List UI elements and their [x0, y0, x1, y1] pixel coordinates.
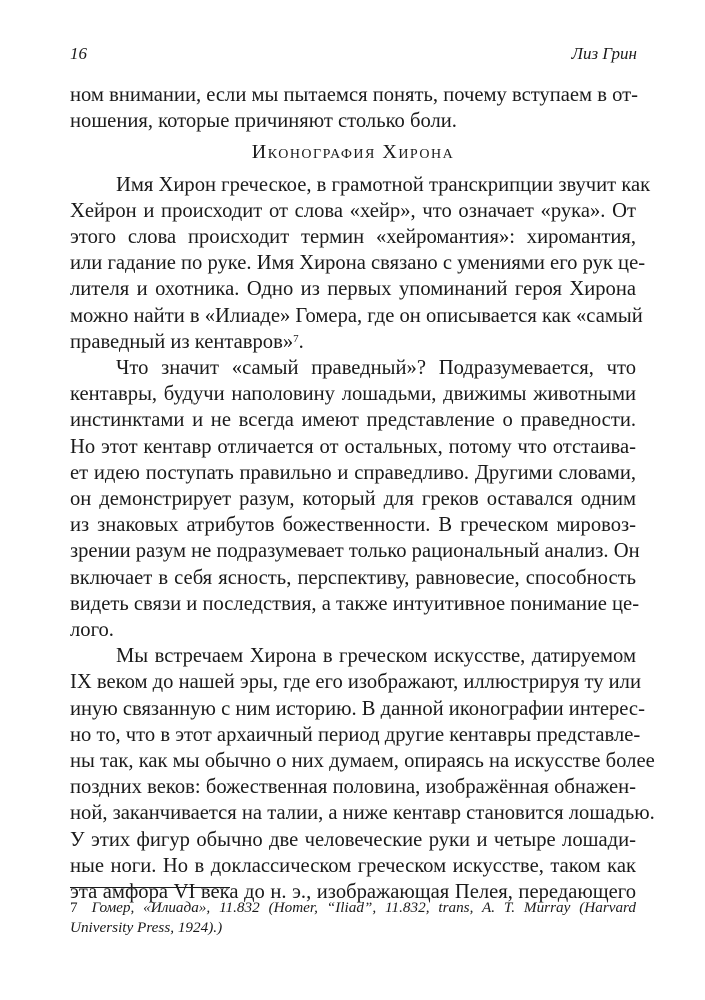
- text-line: кентавры, будучи наполовину лошадьми, движимы животными: [70, 383, 636, 406]
- text-line: видеть связи и последствия, а также интуитивное понимание це-: [70, 592, 640, 615]
- text-line: зрении разум не подразумевает только рациональный анализ. Он: [70, 540, 640, 563]
- text-line: лителя и охотника. Одно из первых упоминаний героя Хирона: [70, 278, 636, 301]
- text-line: Что значит «самый праведный»? Подразумевается, что: [116, 357, 636, 380]
- text-line: или гадание по руке. Имя Хирона связано с умениями его рук це-: [70, 252, 646, 275]
- text-line: ном внимании, если мы пытаемся понять, почему вступаем в от-: [70, 84, 638, 106]
- text-line: иную связанную с ним историю. В данной иконографии интерес-: [70, 697, 645, 720]
- page-number: 16: [70, 44, 87, 63]
- footnote-line: University Press, 1924).): [70, 919, 223, 936]
- text-line: из знаковых атрибутов божественности. В греческом мировоз-: [70, 514, 636, 537]
- footnote-marker[interactable]: 7: [293, 332, 299, 345]
- author-name: Лиз Грин: [571, 44, 637, 63]
- text-line: инстинктами и не всегда имеют представление о праведности.: [70, 409, 636, 432]
- text-line: Мы встречаем Хирона в греческом искусстве, датируемом: [116, 645, 636, 668]
- footnote: [70, 898, 636, 938]
- text-line: ны так, как мы обычно о них думаем, опираясь на искусстве более: [70, 750, 655, 773]
- text-line: У этих фигур обычно две человеческие руки и четыре лошади-: [70, 828, 636, 851]
- text-line: ные ноги. Но в доклассическом греческом искусстве, таком как: [70, 854, 636, 877]
- text-line: ношения, которые причиняют столько боли.: [70, 110, 457, 133]
- text-line: он демонстрирует разум, который для греков оставался одним: [70, 488, 636, 511]
- footnote-number: 7: [70, 899, 78, 916]
- text-line: Имя Хирон греческое, в грамотной транскрипции звучит как: [116, 173, 651, 196]
- text-line: эта амфора VI века до н. э., изображающая Пелея, передающего: [70, 881, 636, 904]
- text-line: можно найти в «Илиаде» Гомера, где он описывается как «самый: [70, 304, 643, 327]
- body-text: [70, 82, 655, 905]
- running-head: [70, 44, 637, 64]
- text-line: поздних веков: божественная половина, изображённая обнажен-: [70, 776, 636, 799]
- text-line: включает в себя ясность, перспективу, равновесие, способность: [70, 566, 636, 589]
- text-line: ной, заканчивается на талии, а ниже кентавр становится лошадью.: [70, 802, 655, 825]
- footnote-line: [70, 898, 636, 918]
- text-line: Но этот кентавр отличается от остальных, потому что отстаива-: [70, 435, 636, 458]
- text-line: Хейрон и происходит от слова «хейр», что означает «рука». От: [70, 199, 636, 222]
- text-line: IX веком до нашей эры, где его изображают, иллюстрируя ту или: [70, 671, 641, 694]
- text-line: [70, 329, 636, 355]
- text-line: но то, что в этот архаичный период другие кентавры представле-: [70, 723, 641, 746]
- text-line: ет идею поступать правильно и справедливо. Другими словами,: [70, 461, 636, 484]
- footnote-divider: [70, 887, 230, 888]
- text-line: лого.: [70, 619, 114, 642]
- text-fragment: .: [298, 330, 304, 353]
- text-line: этого слова происходит термин «хейромантия»: хиромантия,: [70, 226, 636, 249]
- text-fragment: праведный из кентавров»: [70, 330, 294, 353]
- section-heading: Иконография Хирона: [251, 141, 455, 164]
- footnote-text: Гомер, «Илиада», 11.832 (Homer, “Iliad”, 11.832, trans, A. T. Murray (Harvard: [91, 899, 636, 916]
